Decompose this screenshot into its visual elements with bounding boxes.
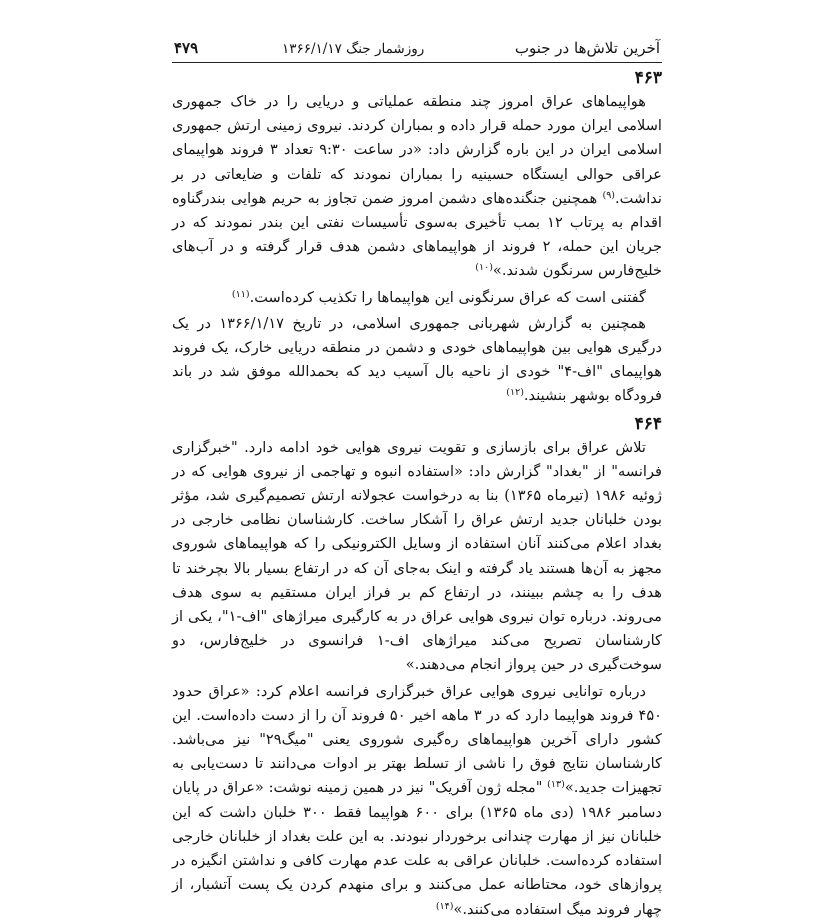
paragraph-text: "مجله ژون آفریک" نیز در همین زمینه نوشت: «عراق در پایان دسامبر ۱۹۸۶ (دی ماه ۱۳۶۵) برای ۶۰۰ هواپیما فقط ۳۰۰ خلبان داشت که این خلبانان نیز از مهارت چندانی برخوردار نبودند. به این علت بغداد از خلبانان خارجی استفاده کرده‌است. خلبانان عراقی به علت عدم مهارت کافی و نداشتن انگیزه در پروازهای خود، محتاطانه عمل می‌کنند و برای منهدم کردن یک پست آتشبار، از چهار فروند میگ استفاده می‌کنند.»: [172, 779, 662, 918]
page-body: [172, 66, 662, 924]
paragraph-text: همچنین به گزارش شهربانی جمهوری اسلامی، در تاریخ ۱۳۶۶/۱/۱۷ در یک درگیری هوایی بین هواپیماهای خودی و دشمن در منطقه دریایی خارک، یک فروند هواپیمای "اف-۴" خودی از ناحیه بال آسیب دید که بحمدالله موفق شد در باند فرودگاه بوشهر بنشیند.: [172, 314, 662, 405]
footnote-marker: (۱۰): [475, 262, 493, 274]
footnote-marker: (۱۲): [506, 387, 524, 399]
paragraph: [172, 680, 662, 922]
paragraph-text: گفتنی است که عراق سرنگونی این هواپیماها را تکذیب کرده‌است.: [249, 288, 646, 306]
page-number: ۴۷۹: [174, 39, 199, 57]
paragraph-text: تلاش عراق برای بازسازی و تقویت نیروی هوایی خود ادامه دارد. "خبرگزاری فرانسه" از "بغداد" گزارش داد: «استفاده انبوه و تهاجمی از نیروی هوایی که در ژوئیه ۱۹۸۶ (تیرماه ۱۳۶۵) بنا به درخواست عجولانه ارتش تصمیم‌گیری شد، مؤثر بودن خلبانان جدید ارتش عراق را آشکار ساخت. کارشناسان نظامی خارجی در بغداد اعلام می‌کنند آنان استفاده از وسایل الکترونیکی را که هواپیماهای شوروی مجهز به آن‌ها هستند یاد گرفته و اینک به‌جای آن که در ارتفاع بسیار بالا بچرخند تا هدف را به چشم ببینند، در ارتفاع کم بر فراز ایران مستقیم به سوی هدف می‌روند. درباره توان نیروی هوایی عراق در به کارگیری میراژهای "اف-۱"، یکی از کارشناسان تصریح می‌کند میراژهای اف-۱ فرانسوی در خلیج‌فارس، دو سوخت‌گیری در حین پرواز انجام می‌دهند.»: [172, 438, 662, 674]
entry-number: ۴۶۴: [634, 413, 662, 434]
footnote-marker: (۱۳): [547, 779, 565, 791]
paragraph-text: همچنین جنگنده‌های دشمن امروز ضمن تجاوز به حریم هوایی بندرگناوه اقدام به پرتاب ۱۲ بمب تأخیری به‌سوی تأسیسات نفتی این بندر نمودند که در جریان این حمله، ۲ فروند از هواپیماهای دشمن هدف قرار گرفته و در آب‌های خلیج‌فارس سرنگون شدند.»: [172, 189, 662, 280]
paragraph-text: هواپیماهای عراق امروز چند منطقه عملیاتی و دریایی را در خاک جمهوری اسلامی ایران مورد حمله قرار داده و بمباران کردند. نیروی زمینی ارتش جمهوری اسلامی ایران در این باره گزارش داد: «در ساعت ۹:۳۰ تعداد ۳ فروند هواپیمای عراقی حوالی ایستگاه حسینیه را بمباران نمودند که تلفات و ضایعاتی در بر نداشت.: [172, 93, 662, 207]
footnote-marker: (۱۴): [435, 900, 454, 912]
running-subtitle: روزشمار جنگ ۱۳۶۶/۱/۱۷: [282, 41, 425, 57]
header-rule: [172, 62, 662, 63]
footnote-marker: (۱۱): [231, 288, 250, 300]
paragraph-text: درباره توانایی نیروی هوایی عراق خبرگزاری فرانسه اعلام کرد: «عراق حدود ۴۵۰ فروند هواپیما دارد که در ۳ ماهه اخیر ۵۰ فروند آن را از دست داده‌است. این کشور دارای آخرین هواپیماهای ره‌گیری شوروی یعنی "میگ۲۹" نیز می‌باشد. کارشناسان نتایج فوق را ناشی از تسلط بهتر بر ادوات می‌دانند تا دست‌یابی به تجهیزات جدید.»: [172, 682, 662, 797]
page-header: [172, 36, 662, 60]
paragraph: [172, 436, 662, 678]
footnote-marker: (۹): [602, 189, 616, 201]
paragraph: [172, 312, 662, 409]
paragraph: [172, 286, 662, 310]
entry-number: ۴۶۳: [634, 68, 662, 88]
paragraph: [172, 90, 662, 284]
running-title: آخرین تلاش‌ها در جنوب: [514, 39, 660, 57]
